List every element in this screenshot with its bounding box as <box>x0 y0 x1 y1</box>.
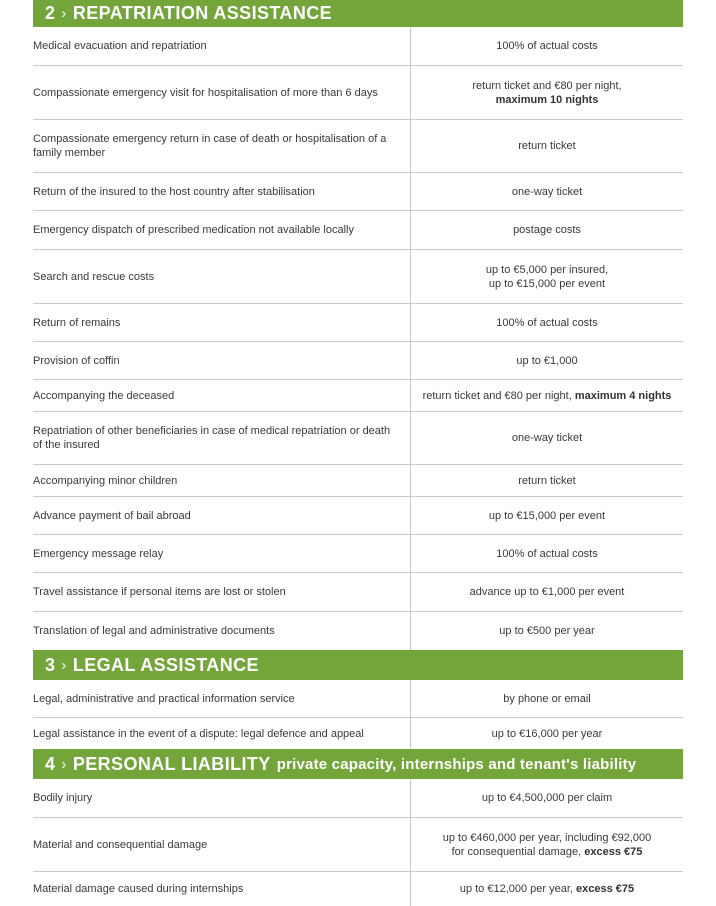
section-header-repatriation <box>33 0 683 27</box>
section-header-legal <box>33 650 683 680</box>
value-text: one-way ticket <box>511 185 583 198</box>
table-row <box>33 120 683 173</box>
table-row <box>33 342 683 380</box>
chevron-right-icon: › <box>61 755 67 773</box>
table-row <box>33 535 683 573</box>
value-text: up to €16,000 per year <box>491 727 603 740</box>
coverage-value <box>411 66 683 119</box>
value-text: return ticket <box>518 140 576 152</box>
section-title: REPATRIATION ASSISTANCE <box>72 3 333 23</box>
coverage-label: Return of the insured to the host country after stabilisation <box>33 173 411 210</box>
chevron-right-icon: › <box>61 5 67 22</box>
table-row <box>33 872 683 906</box>
coverage-value <box>411 342 683 379</box>
value-text: 100% of actual costs <box>496 316 598 329</box>
coverage-label: Provision of coffin <box>33 342 411 379</box>
section-number: 2 <box>45 3 56 23</box>
coverage-label: Search and rescue costs <box>33 250 411 303</box>
coverage-value <box>411 304 683 341</box>
value-bold-text: maximum 4 nights <box>574 389 672 402</box>
value-text: up to €500 per year <box>499 625 595 637</box>
value-text: up to €1,000 <box>516 354 578 367</box>
table-row <box>33 211 683 250</box>
section-title: PERSONAL LIABILITY <box>72 753 271 774</box>
coverage-label: Translation of legal and administrative documents <box>33 612 411 650</box>
value-text: advance up to €1,000 per event <box>469 586 625 598</box>
coverage-label: Legal assistance in the event of a dispute: legal defence and appeal <box>33 718 411 749</box>
coverage-label: Travel assistance if personal items are lost or stolen <box>33 573 411 611</box>
coverage-value <box>411 535 683 572</box>
value-text: postage costs <box>513 224 581 236</box>
coverage-label: Material damage caused during internships <box>33 872 411 906</box>
value-text: up to €5,000 per insured, <box>485 263 609 276</box>
table-row <box>33 497 683 535</box>
coverage-label: Legal, administrative and practical information service <box>33 680 411 717</box>
value-bold-text: excess €75 <box>584 845 643 858</box>
coverage-value <box>411 573 683 611</box>
section-number: 4 <box>45 753 56 774</box>
coverage-value <box>411 380 683 411</box>
table-row <box>33 412 683 465</box>
coverage-label: Accompanying the deceased <box>33 380 411 411</box>
coverage-label: Repatriation of other beneficiaries in case of medical repatriation or death of the insured <box>33 412 411 464</box>
coverage-value <box>411 779 683 817</box>
coverage-label: Return of remains <box>33 304 411 341</box>
coverage-label: Accompanying minor children <box>33 465 411 496</box>
table-row <box>33 465 683 497</box>
coverage-value <box>411 27 683 65</box>
value-text: 100% of actual costs <box>496 547 598 560</box>
value-text: by phone or email <box>503 692 591 705</box>
value-text: 100% of actual costs <box>496 40 598 52</box>
table-row <box>33 573 683 612</box>
value-text: return ticket <box>518 474 576 487</box>
value-bold-text: maximum 10 nights <box>495 93 599 106</box>
coverage-value <box>411 680 683 717</box>
coverage-value <box>411 250 683 303</box>
section-header-personal-liability <box>33 749 683 779</box>
coverage-label: Bodily injury <box>33 779 411 817</box>
table-row <box>33 818 683 872</box>
coverage-label: Medical evacuation and repatriation <box>33 27 411 65</box>
coverage-value <box>411 872 683 906</box>
value-bold-text: excess €75 <box>576 883 635 895</box>
table-row <box>33 680 683 718</box>
section-title: LEGAL ASSISTANCE <box>72 654 259 675</box>
table-row <box>33 250 683 304</box>
value-text: up to €460,000 per year, including €92,000 <box>442 831 652 844</box>
coverage-label: Compassionate emergency visit for hospitalisation of more than 6 days <box>33 66 411 119</box>
coverage-label: Compassionate emergency return in case of death or hospitalisation of a family member <box>33 120 411 172</box>
coverage-value <box>411 173 683 210</box>
value-text: return ticket and €80 per night, <box>472 79 622 92</box>
coverage-value <box>411 818 683 871</box>
coverage-value <box>411 718 683 749</box>
table-row <box>33 66 683 120</box>
table-row <box>33 304 683 342</box>
table-row <box>33 779 683 818</box>
value-text: up to €15,000 per event <box>488 509 606 522</box>
coverage-value <box>411 211 683 249</box>
coverage-label: Emergency dispatch of prescribed medication not available locally <box>33 211 411 249</box>
coverage-value <box>411 412 683 464</box>
value-text: up to €15,000 per event <box>488 277 606 290</box>
value-text: up to €12,000 per year, <box>459 883 577 895</box>
value-text: for consequential damage, <box>451 845 585 858</box>
table-row <box>33 612 683 650</box>
value-text: up to €4,500,000 per claim <box>481 792 613 804</box>
section-subtitle: private capacity, internships and tenant's liability <box>276 755 637 773</box>
coverage-value <box>411 497 683 534</box>
coverage-value <box>411 465 683 496</box>
table-row <box>33 718 683 749</box>
section-number: 3 <box>45 654 56 675</box>
value-text: return ticket and €80 per night, <box>422 389 575 402</box>
coverage-label: Material and consequential damage <box>33 818 411 871</box>
table-row <box>33 27 683 66</box>
coverage-value <box>411 120 683 172</box>
table-row <box>33 173 683 211</box>
table-row <box>33 380 683 412</box>
coverage-label: Emergency message relay <box>33 535 411 572</box>
coverage-label: Advance payment of bail abroad <box>33 497 411 534</box>
coverage-value <box>411 612 683 650</box>
value-text: one-way ticket <box>511 432 583 444</box>
chevron-right-icon: › <box>61 656 67 674</box>
